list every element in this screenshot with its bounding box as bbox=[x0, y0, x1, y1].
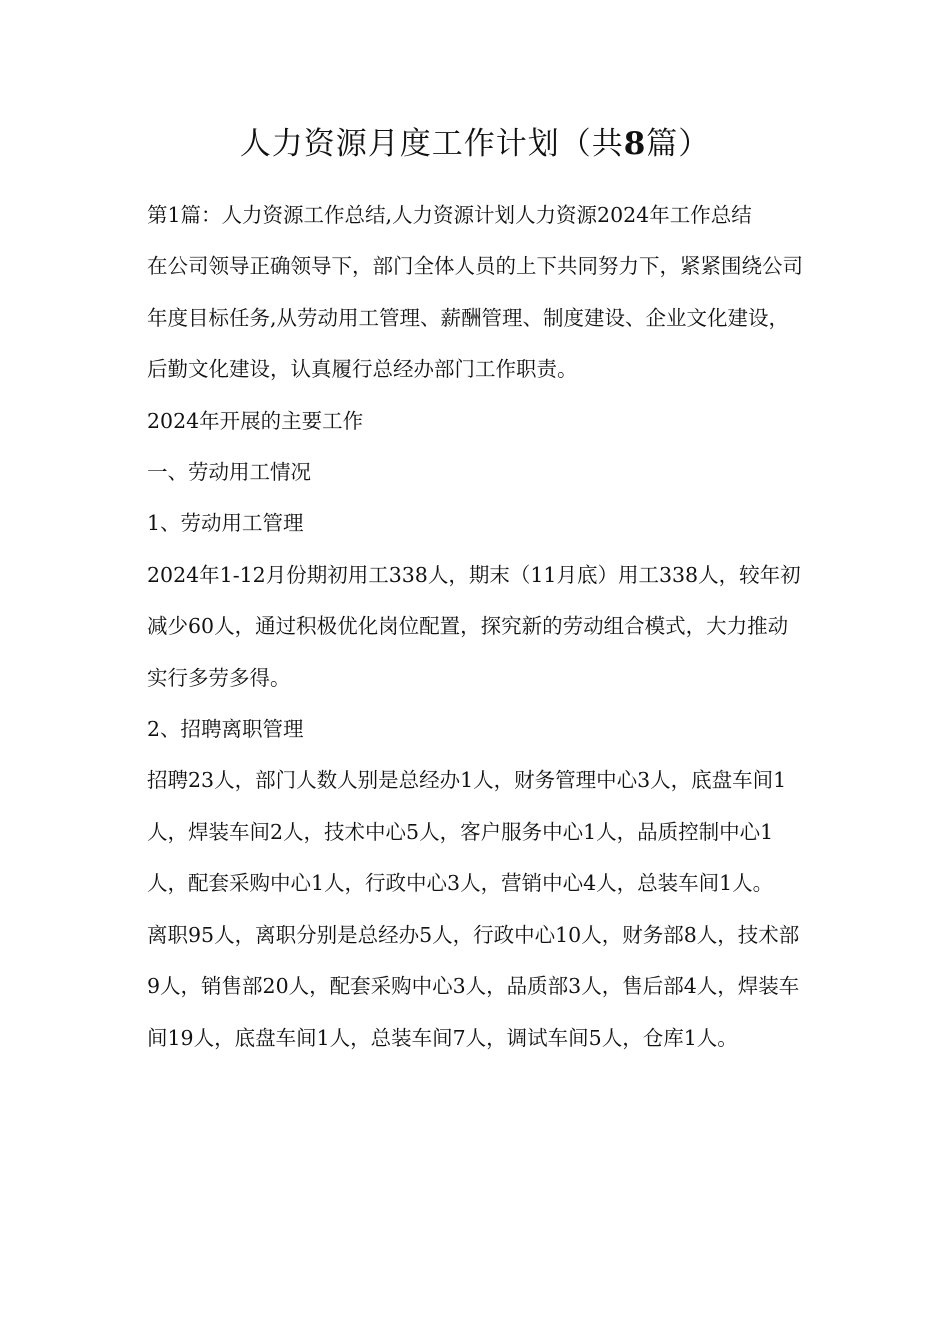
subsection-heading-labor-management: 1、劳动用工管理 bbox=[147, 511, 304, 536]
paragraph-intro: 在公司领导正确领导下，部门全体人员的上下共同努力下，紧紧围绕公司年度目标任务,从劳动用工管理、薪酬管理、制度建设、企业文化建设，后勤文化建设，认真履行总经办部门工作职责。 bbox=[147, 254, 803, 382]
subsection-heading-recruitment: 2、招聘离职管理 bbox=[147, 717, 304, 742]
paragraph-resignation: 离职95人，离职分别是总经办5人，行政中心10人，财务部8人，技术部9人，销售部20人，配套采购中心3人，品质部3人，售后部4人，焊装车间19人，底盘车间1人，总装车间7人，调试车间5人，仓库1人。 bbox=[147, 922, 800, 1050]
document-title bbox=[0, 118, 950, 170]
document-body bbox=[147, 190, 807, 1064]
paragraph-labor-management: 2024年1-12月份期初用工338人，期末（11月底）用工338人，较年初减少60人，通过积极优化岗位配置，探究新的劳动组合模式，大力推动实行多劳多得。 bbox=[147, 562, 801, 690]
section-heading-main-work: 2024年开展的主要工作 bbox=[147, 408, 364, 433]
title-count: 8 bbox=[623, 126, 647, 162]
paragraph-recruitment: 招聘23人，部门人数人别是总经办1人，财务管理中心3人，底盘车间1人，焊装车间2人，技术中心5人，客户服务中心1人，品质控制中心1人，配套采购中心1人，行政中心3人，营销中心4人，总装车间1人。 bbox=[147, 768, 787, 896]
section-heading-chapter-1: 第1篇：人力资源工作总结,人力资源计划人力资源2024年工作总结 bbox=[147, 203, 752, 227]
title-suffix: 篇） bbox=[646, 126, 711, 162]
section-heading-labor: 一、劳动用工情况 bbox=[147, 460, 311, 485]
title-text: 人力资源月度工作计划（共 bbox=[239, 126, 624, 162]
